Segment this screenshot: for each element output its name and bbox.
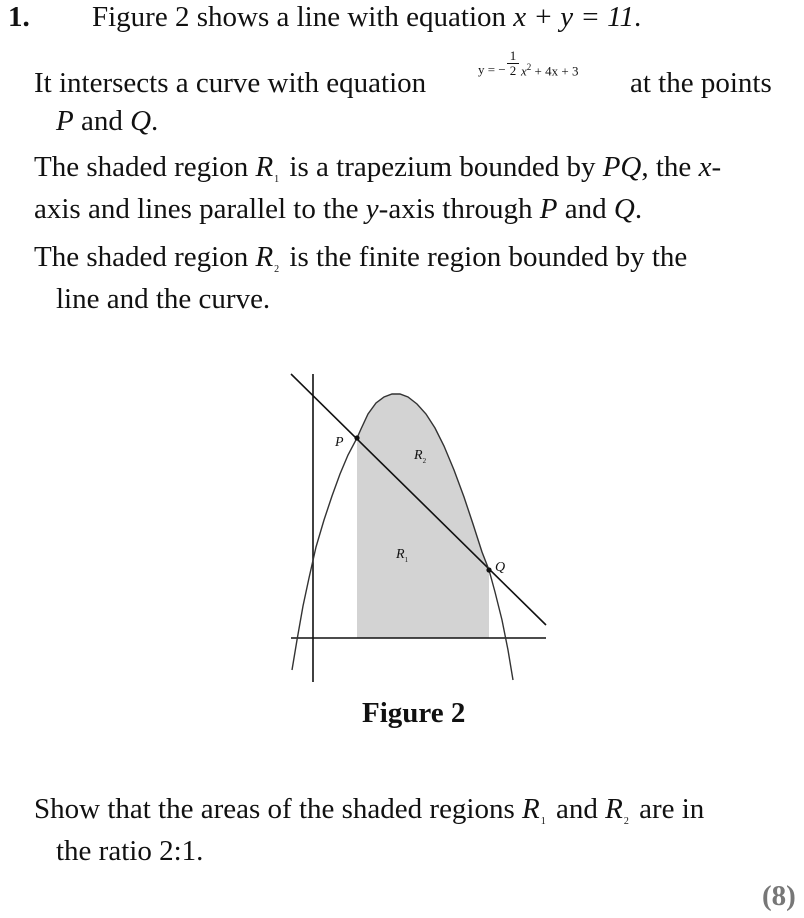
region-r2: R (255, 241, 274, 273)
label-r1-sub: 1 (404, 556, 409, 564)
point-p-dot (354, 435, 359, 440)
segment-pq: PQ (602, 151, 642, 183)
para2-line2-mid: -axis through (378, 193, 540, 225)
intro-text: Figure 2 shows a line with equation (92, 1, 514, 33)
para2-middle: is a trapezium bounded by (282, 151, 603, 183)
points-line (56, 104, 158, 138)
curve-eq-rest: + 4x + 3 (531, 63, 579, 79)
region-r1: R (255, 151, 274, 183)
curve-eq-var: x (521, 63, 527, 79)
point-q: Q (130, 105, 152, 137)
intro-line (92, 0, 641, 34)
para4-line1 (34, 792, 704, 833)
para2-p: P (539, 193, 558, 225)
label-q: Q (495, 560, 506, 575)
para2-comma: , the (641, 151, 699, 183)
y-var: y (365, 193, 379, 225)
para2-end: . (634, 193, 643, 225)
para4-r2: R (605, 793, 623, 825)
curve-eq-lhs: y = − (478, 62, 506, 77)
x-var: x (698, 151, 712, 183)
para2-line1 (34, 150, 721, 191)
figure-caption: Figure 2 (362, 697, 466, 729)
para4-end: are in (631, 793, 705, 825)
para4-line2: the ratio 2:1. (56, 835, 204, 867)
para2-line2-start: axis and lines parallel to the (34, 193, 366, 225)
curve-equation (475, 49, 625, 89)
para4-start: Show that the areas of the shaded regions (34, 793, 523, 825)
label-p: P (335, 435, 344, 450)
para3-start: The shaded region (34, 241, 256, 273)
curve-eq-rhs (521, 62, 578, 79)
para4-r2-sub: 2 (623, 816, 629, 827)
para2-line2 (34, 192, 642, 226)
label-r2-letter: R (414, 448, 423, 463)
para2-q: Q (613, 193, 635, 225)
curve-line-after: at the points (630, 67, 772, 99)
region-r2-sub: 2 (274, 264, 280, 275)
para3-middle: is the finite region bounded by the (282, 241, 688, 273)
para2-start: The shaded region (34, 151, 256, 183)
para2-and: and (557, 193, 614, 225)
line-equation: x + y = 11 (513, 1, 634, 33)
curve-eq-fraction (505, 49, 521, 78)
para4-r1-sub: 1 (540, 816, 546, 827)
figure-2-diagram (285, 366, 550, 686)
curve-eq-denominator: 2 (509, 63, 517, 78)
label-r2-sub: 2 (422, 457, 427, 465)
region-r1-sub: 1 (274, 174, 280, 185)
para3-line1 (34, 240, 687, 281)
para3-line2: line and the curve. (56, 283, 271, 315)
intro-end: . (634, 1, 642, 33)
points-and: and (73, 105, 131, 137)
para2-dash: - (711, 151, 722, 183)
label-r1-letter: R (396, 547, 405, 562)
marks-label: (8) (762, 880, 796, 912)
para4-and: and (548, 793, 606, 825)
points-end: . (151, 105, 159, 137)
para4-r1: R (522, 793, 540, 825)
curve-eq-numerator: 1 (509, 48, 517, 63)
curve-eq-power: 2 (526, 62, 532, 72)
point-p: P (56, 105, 74, 137)
curve-line-start: It intersects a curve with equation (34, 67, 427, 99)
question-number: 1. (8, 1, 30, 33)
point-q-dot (486, 567, 491, 572)
